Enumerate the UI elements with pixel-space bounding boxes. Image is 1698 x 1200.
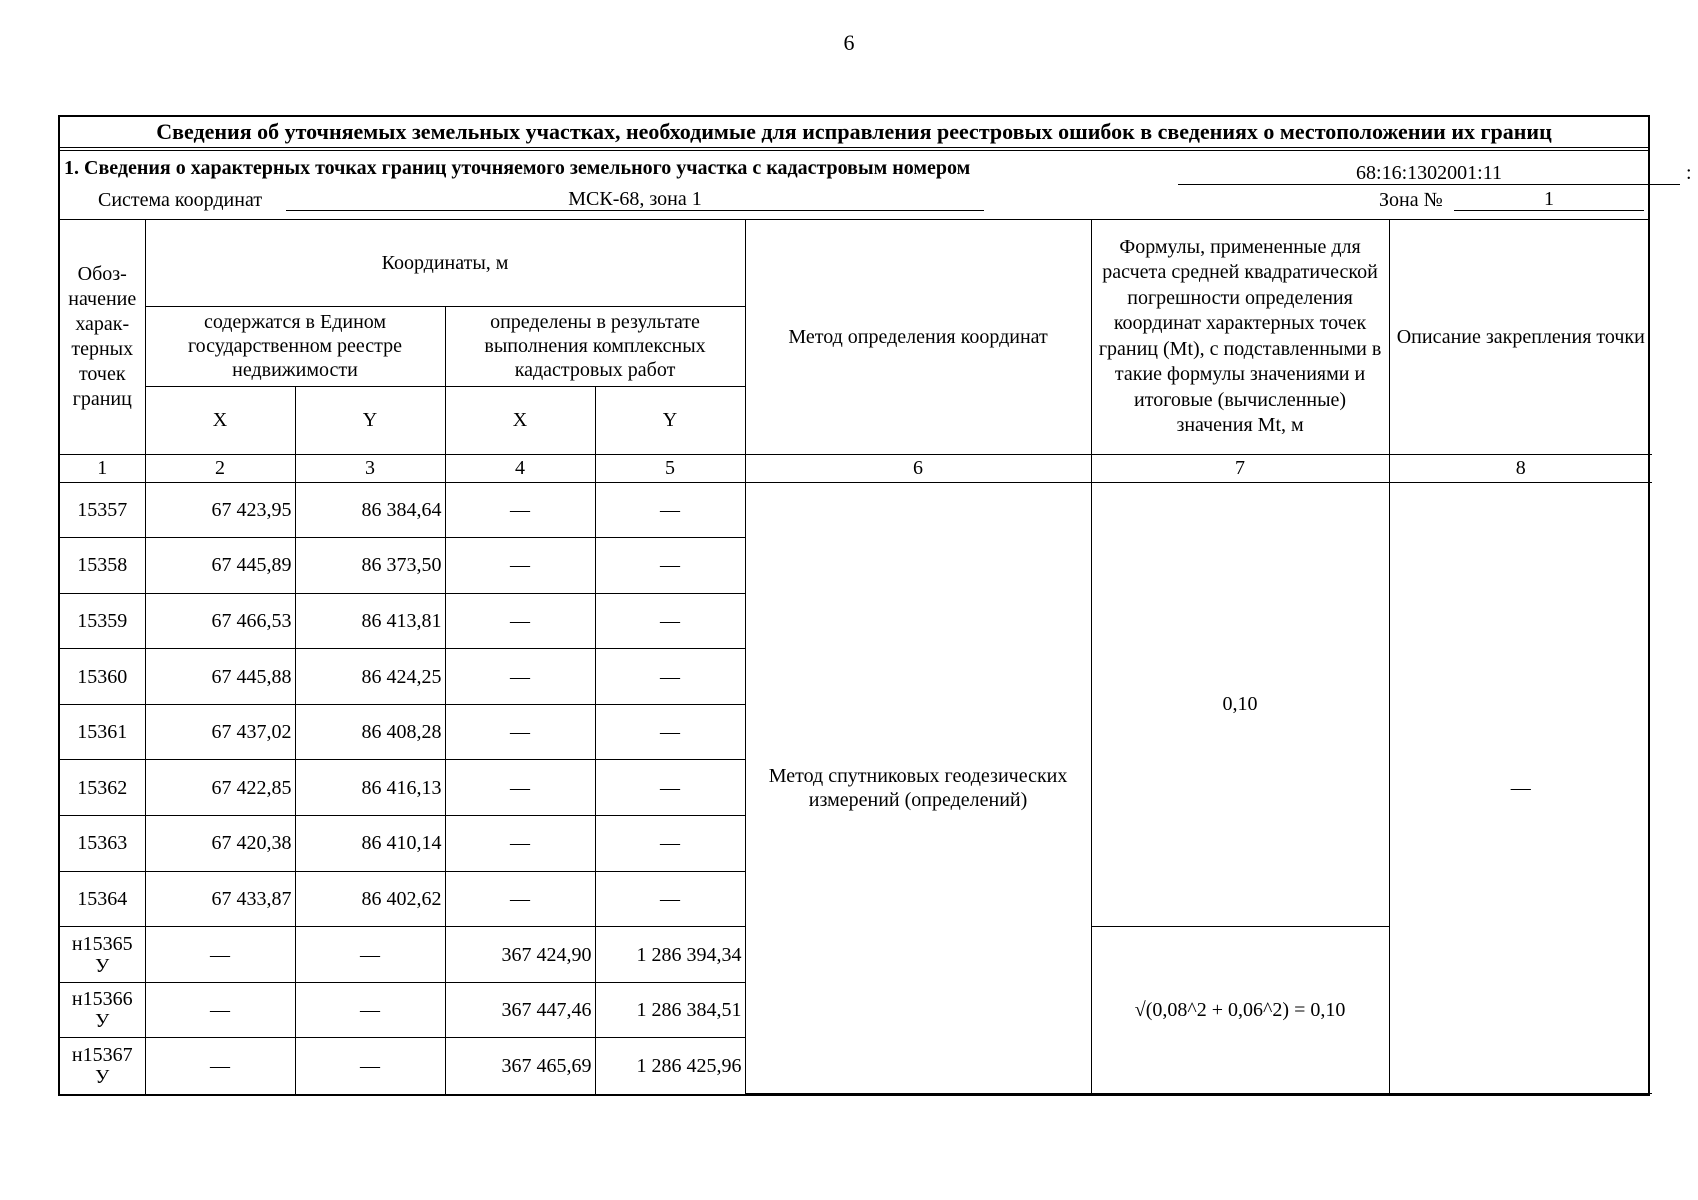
point-id: н15365 У [60, 927, 145, 983]
kkr-x: — [445, 816, 595, 872]
column-number: 2 [145, 454, 295, 482]
section-header [60, 151, 1692, 220]
egrn-y: 86 373,50 [295, 538, 445, 594]
point-id: 15363 [60, 816, 145, 872]
kkr-y: 1 286 425,96 [595, 1038, 745, 1094]
header-egrn: содержатся в Едином государственном реестре недвижимости [145, 306, 445, 386]
point-id: н15366 У [60, 982, 145, 1038]
egrn-x: — [145, 1038, 295, 1094]
zone-label: Зона № [1379, 189, 1443, 211]
egrn-x: — [145, 927, 295, 983]
method-value: Метод спутниковых геодезических измерений (определений) [745, 482, 1091, 1094]
kkr-y: — [595, 593, 745, 649]
kkr-x: — [445, 593, 595, 649]
header-kkr: определены в результате выполнения комплексных кадастровых работ [445, 306, 745, 386]
point-id: 15357 [60, 482, 145, 538]
kkr-y: — [595, 871, 745, 927]
kkr-y: — [595, 760, 745, 816]
description-value: — [1389, 482, 1652, 1094]
zone-value: 1 [1454, 188, 1644, 211]
egrn-x: 67 422,85 [145, 760, 295, 816]
kkr-x: 367 465,69 [445, 1038, 595, 1094]
point-id: 15362 [60, 760, 145, 816]
point-id: 15361 [60, 704, 145, 760]
point-id: 15358 [60, 538, 145, 594]
cadastral-number: 68:16:1302001:11 [1178, 162, 1680, 185]
column-number: 1 [60, 454, 145, 482]
kkr-x: — [445, 538, 595, 594]
egrn-y: 86 424,25 [295, 649, 445, 705]
egrn-x: 67 445,89 [145, 538, 295, 594]
egrn-x: — [145, 982, 295, 1038]
form-title: Сведения об уточняемых земельных участках, необходимые для исправления реестровых ошибок в сведениях о местоположении их границ [60, 117, 1648, 151]
egrn-y: 86 410,14 [295, 816, 445, 872]
page-number: 6 [843, 30, 855, 55]
colon: : [1686, 162, 1692, 184]
egrn-x: 67 433,87 [145, 871, 295, 927]
column-number: 5 [595, 454, 745, 482]
header-designation: Обоз- начение харак- терных точек границ [60, 220, 145, 454]
kkr-y: — [595, 482, 745, 538]
header-y-kkr: Y [595, 386, 745, 454]
kkr-y: — [595, 816, 745, 872]
kkr-x: — [445, 704, 595, 760]
egrn-y: 86 413,81 [295, 593, 445, 649]
egrn-x: 67 423,95 [145, 482, 295, 538]
egrn-x: 67 420,38 [145, 816, 295, 872]
column-number: 4 [445, 454, 595, 482]
point-id: 15359 [60, 593, 145, 649]
egrn-x: 67 466,53 [145, 593, 295, 649]
egrn-y: — [295, 982, 445, 1038]
egrn-y: 86 402,62 [295, 871, 445, 927]
kkr-y: — [595, 538, 745, 594]
header-coordinates: Координаты, м [145, 220, 745, 306]
kkr-x: — [445, 649, 595, 705]
kkr-y: 1 286 384,51 [595, 982, 745, 1038]
egrn-y: 86 384,64 [295, 482, 445, 538]
header-x-egrn: X [145, 386, 295, 454]
column-number: 3 [295, 454, 445, 482]
egrn-y: — [295, 1038, 445, 1094]
column-number: 6 [745, 454, 1091, 482]
kkr-y: — [595, 704, 745, 760]
header-description: Описание закрепления точки [1389, 220, 1652, 454]
egrn-y: — [295, 927, 445, 983]
document-form [58, 115, 1692, 1096]
mt-formula: √(0,08^2 + 0,06^2) = 0,10 [1091, 927, 1389, 1094]
point-id: н15367 У [60, 1038, 145, 1094]
coord-system-label: Система координат [98, 189, 263, 211]
egrn-x: 67 437,02 [145, 704, 295, 760]
kkr-x: 367 447,46 [445, 982, 595, 1038]
points-table [60, 220, 1652, 1094]
egrn-y: 86 416,13 [295, 760, 445, 816]
column-number: 8 [1389, 454, 1652, 482]
mt-value: 0,10 [1091, 482, 1389, 927]
cadastral-number-field [1178, 162, 1692, 186]
kkr-x: — [445, 760, 595, 816]
section-heading: 1. Сведения о характерных точках границ уточняемого земельного участка с кадастровым номером [64, 157, 971, 179]
kkr-x: — [445, 482, 595, 538]
point-id: 15360 [60, 649, 145, 705]
kkr-x: — [445, 871, 595, 927]
table-row [60, 482, 1652, 538]
column-number: 7 [1091, 454, 1389, 482]
header-method: Метод определения координат [745, 220, 1091, 454]
coord-system-value: МСК-68, зона 1 [286, 188, 984, 211]
egrn-y: 86 408,28 [295, 704, 445, 760]
header-x-kkr: X [445, 386, 595, 454]
kkr-y: — [595, 649, 745, 705]
egrn-x: 67 445,88 [145, 649, 295, 705]
kkr-y: 1 286 394,34 [595, 927, 745, 983]
kkr-x: 367 424,90 [445, 927, 595, 983]
point-id: 15364 [60, 871, 145, 927]
header-formulas: Формулы, примененные для расчета средней квадратической погрешности определения координат характерных точек границ (Mt), с подставленными в такие формулы значениями и итоговые (вычисленные) значения Mt, м [1091, 220, 1389, 454]
header-y-egrn: Y [295, 386, 445, 454]
